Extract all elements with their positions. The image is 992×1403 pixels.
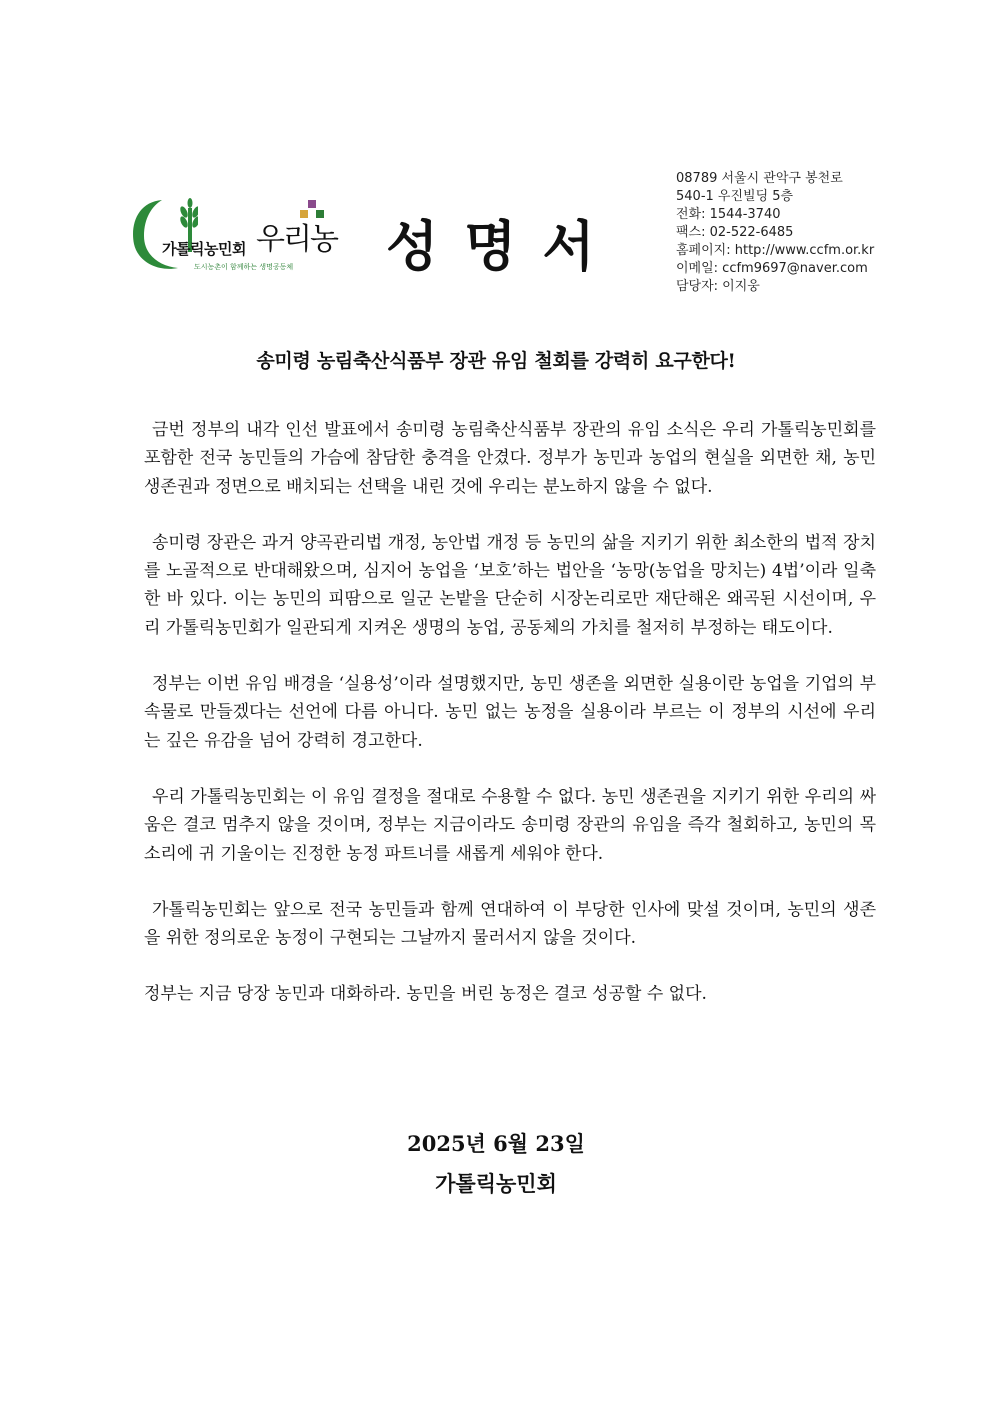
contact-line: 담당자: 이지웅 [676,279,760,294]
contact-info [676,170,906,296]
contact-line: 이메일: ccfm9697@naver.com [676,261,868,276]
body-paragraph: 송미령 장관은 과거 양곡관리법 개정, 농안법 개정 등 농민의 삶을 지키기 위한 최소한의 법적 장치를 노골적으로 반대해왔으며, 심지어 농업을 ‘보호’하는 법안을 ‘농망(농업을 망치는) 4법’이라 일축한 바 있다. 이는 농민의 피땀으로 일군 논밭을 단순히 시장논리로만 재단해온 왜곡된 시선이며, 우리 가톨릭농민회가 일관되게 지켜온 생명의 농업, 공동체의 가치를 철저히 부정하는 태도이다. [144,532,876,638]
letterhead [128,166,888,301]
body-paragraph: 금번 정부의 내각 인선 발표에서 송미령 농림축산식품부 장관의 유임 소식은 우리 가톨릭농민회를 포함한 전국 농민들의 가슴에 참담한 충격을 안겼다. 정부가 농민과 농업의 현실을 외면한 채, 농민 생존권과 정면으로 배치되는 선택을 내린 것에 우리는 분노하지 않을 수 없다. [144,420,876,497]
contact-line: 540-1 우진빌딩 5층 [676,189,794,204]
catholic-farmers-logo [128,194,294,274]
statement-signatory: 가톨릭농민회 [435,1171,557,1196]
crescent-wheat-icon [128,194,198,274]
contact-line: 팩스: 02-522-6485 [676,225,794,240]
contact-line: 전화: 1544-3740 [676,207,781,222]
purple-square-icon [308,200,316,208]
body-paragraph: 가톨릭농민회는 앞으로 전국 농민들과 함께 연대하여 이 부당한 인사에 맞설 것이며, 농민의 생존을 위한 정의로운 농정이 구현되는 그날까지 물러서지 않을 것이다. [144,899,876,949]
logo-org-name: 가톨릭농민회 [162,240,246,258]
document-title: 성명서 [386,215,621,278]
contact-line: 08789 서울시 관악구 봉천로 [676,171,843,186]
statement-body [144,416,876,1037]
body-paragraph: 정부는 이번 유임 배경을 ‘실용성’이라 설명했지만, 농민 생존을 외면한 실용이란 농업을 기업의 부속물로 만들겠다는 선언에 다름 아니다. 농민 없는 농정을 실용이라 부르는 이 정부의 시선에 우리는 깊은 유감을 넘어 강력히 경고한다. [144,674,876,751]
urinong-logo [256,200,336,275]
contact-line: 홈페이지: http://www.ccfm.or.kr [676,243,875,258]
body-paragraph: 정부는 지금 당장 농민과 대화하라. 농민을 버린 농정은 결코 성공할 수 없다. [144,984,707,1005]
statement-date: 2025년 6월 23일 [407,1131,585,1156]
statement-headline: 송미령 농림축산식품부 장관 유임 철회를 강력히 요구한다! [256,350,736,372]
body-paragraph: 우리 가톨릭농민회는 이 유임 결정을 절대로 수용할 수 없다. 농민 생존권을 지키기 위한 우리의 싸움은 결코 멈추지 않을 것이며, 정부는 지금이라도 송미령 장관의 유임을 즉각 철회하고, 농민의 목소리에 귀 기울이는 진정한 농정 파트너를 새롭게 세워야 한다. [144,786,876,864]
urinong-logo-text: 우리농 [256,222,337,257]
logo-tagline: 도시농촌이 함께하는 생명공동체 [194,263,294,271]
